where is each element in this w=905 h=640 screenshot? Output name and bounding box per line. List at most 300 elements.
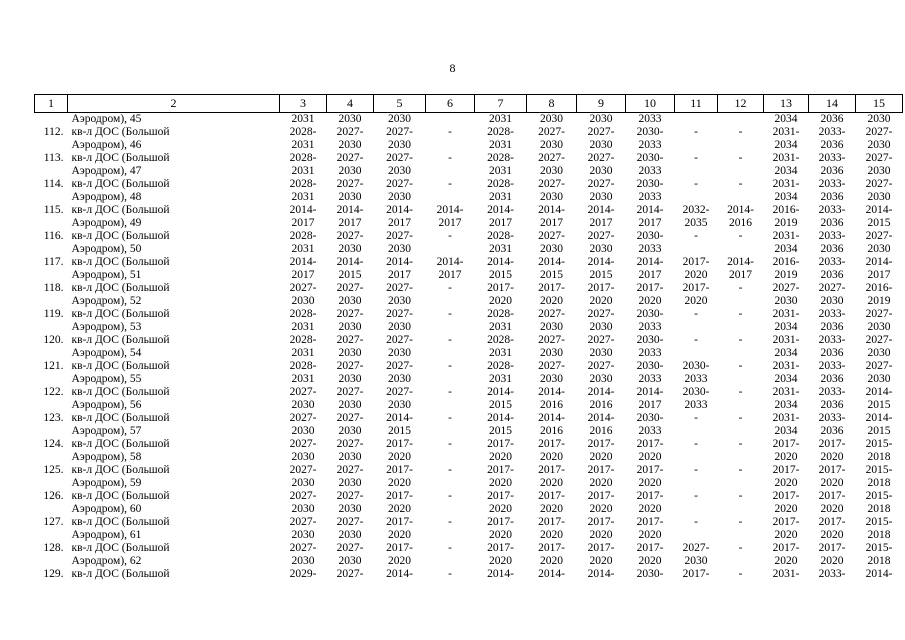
period-cell: 2030: [867, 243, 891, 255]
period-cell: [426, 477, 475, 490]
period-cell: 2014-: [865, 386, 893, 398]
table-row: [35, 555, 903, 568]
object-name: кв-л ДОС (Большой: [71, 256, 170, 268]
period-cell: 2030: [338, 347, 362, 359]
period-cell: 2030: [867, 113, 891, 125]
period-cell: 2017-: [538, 464, 565, 476]
period-cell: 2015: [867, 425, 891, 437]
period-cell: 2030-: [682, 360, 710, 372]
period-cell: 2017: [388, 269, 411, 281]
period-cell: 2015: [867, 399, 891, 411]
period-cell: 2027-: [682, 542, 710, 554]
table-row: [35, 568, 903, 581]
row-number: [35, 347, 68, 360]
header-cell-15: 15: [856, 95, 903, 113]
period-cell: 2014-: [636, 386, 664, 398]
dash-cell: -: [738, 282, 743, 294]
period-cell: 2020: [388, 503, 411, 515]
table-row: [35, 438, 903, 451]
object-name: Аэродром), 62: [71, 555, 142, 567]
period-cell: [718, 425, 764, 438]
period-cell: 2027-: [587, 126, 615, 138]
dash-cell: -: [738, 230, 743, 242]
row-number: 129.: [43, 568, 64, 580]
period-cell: 2014-: [336, 256, 364, 268]
period-cell: 2034: [774, 139, 798, 151]
period-cell: 2020: [489, 529, 512, 541]
period-cell: 2017-: [386, 438, 413, 450]
period-cell: 2017-: [538, 542, 565, 554]
period-cell: 2020: [589, 503, 613, 515]
period-cell: [675, 347, 718, 360]
dash-cell: -: [448, 282, 452, 294]
period-cell: 2035: [684, 217, 708, 229]
period-cell: 2019: [774, 269, 798, 281]
period-cell: 2033-: [818, 230, 846, 242]
period-cell: 2030: [338, 451, 362, 463]
period-cell: 2020: [489, 555, 512, 567]
period-cell: [718, 191, 764, 204]
period-cell: 2020: [638, 477, 662, 489]
period-cell: 2027-: [289, 438, 317, 450]
period-cell: 2030: [291, 425, 315, 437]
period-cell: [426, 191, 475, 204]
period-cell: 2030: [867, 191, 891, 203]
period-cell: 2028-: [289, 308, 317, 320]
row-number: [35, 139, 68, 152]
period-cell: 2016: [540, 425, 563, 437]
period-cell: 2014-: [865, 568, 893, 580]
period-cell: 2031-: [772, 152, 800, 164]
period-cell: 2027-: [289, 490, 317, 502]
table-row: [35, 490, 903, 503]
period-cell: [426, 165, 475, 178]
period-cell: [426, 243, 475, 256]
period-cell: 2027-: [336, 178, 364, 190]
period-cell: 2017-: [587, 464, 615, 476]
period-cell: 2020: [489, 295, 512, 307]
period-cell: 2016: [729, 217, 752, 229]
period-cell: 2033-: [818, 360, 846, 372]
object-name: кв-л ДОС (Большой: [71, 178, 170, 190]
period-cell: [426, 373, 475, 386]
period-cell: [675, 477, 718, 490]
period-cell: 2030-: [636, 412, 664, 424]
period-cell: 2034: [774, 191, 798, 203]
period-cell: 2027-: [386, 386, 413, 398]
dash-cell: -: [738, 360, 743, 372]
row-number: 126.: [43, 490, 64, 502]
header-cell-6: 6: [426, 95, 475, 113]
dash-cell: -: [694, 490, 698, 502]
period-cell: 2020: [388, 477, 411, 489]
row-number: 128.: [43, 542, 64, 554]
period-cell: 2017-: [772, 464, 800, 476]
period-cell: 2017: [388, 217, 411, 229]
period-cell: 2014-: [587, 204, 615, 216]
row-number: [35, 373, 68, 386]
period-cell: 2033-: [818, 126, 846, 138]
period-cell: 2027-: [538, 152, 565, 164]
row-number: [35, 321, 68, 334]
period-cell: 2017-: [487, 490, 514, 502]
period-cell: [426, 425, 475, 438]
period-cell: 2020: [540, 529, 563, 541]
period-cell: 2036: [820, 139, 844, 151]
period-cell: 2034: [774, 243, 798, 255]
period-cell: 2030: [338, 321, 362, 333]
period-cell: 2017-: [587, 516, 615, 528]
object-name: Аэродром), 50: [71, 243, 142, 255]
table-row: [35, 243, 903, 256]
period-cell: 2034: [774, 113, 798, 125]
table-row: [35, 529, 903, 542]
schedule-table: [34, 94, 903, 581]
row-number: 118.: [43, 282, 64, 294]
period-cell: 2014-: [487, 412, 514, 424]
row-number: 117.: [43, 256, 64, 268]
period-cell: [675, 165, 718, 178]
period-cell: 2015: [489, 399, 512, 411]
period-cell: 2014-: [289, 204, 317, 216]
period-cell: 2031: [489, 373, 512, 385]
header-cell-11: 11: [675, 95, 718, 113]
period-cell: 2030-: [682, 386, 710, 398]
period-cell: 2020: [489, 451, 512, 463]
period-cell: 2030: [774, 295, 798, 307]
period-cell: 2014-: [538, 256, 565, 268]
period-cell: 2014-: [487, 204, 514, 216]
row-number: 119.: [43, 308, 64, 320]
period-cell: 2027-: [336, 490, 364, 502]
period-cell: 2016: [589, 425, 613, 437]
period-cell: 2030-: [636, 308, 664, 320]
period-cell: 2033-: [818, 178, 846, 190]
table-row: [35, 464, 903, 477]
period-cell: 2017: [540, 217, 563, 229]
period-cell: 2020: [388, 555, 411, 567]
period-cell: 2017-: [772, 438, 800, 450]
object-name: Аэродром), 55: [71, 373, 142, 385]
period-cell: 2031: [489, 321, 512, 333]
dash-cell: -: [694, 230, 698, 242]
period-cell: 2030: [388, 347, 411, 359]
table-row: [35, 503, 903, 516]
dash-cell: -: [694, 308, 698, 320]
period-cell: [718, 477, 764, 490]
header-cell-13: 13: [764, 95, 809, 113]
table-row: [35, 191, 903, 204]
period-cell: [718, 321, 764, 334]
object-name: Аэродром), 48: [71, 191, 142, 203]
header-cell-3: 3: [280, 95, 327, 113]
period-cell: 2034: [774, 165, 798, 177]
period-cell: 2036: [820, 347, 844, 359]
period-cell: 2027-: [386, 230, 413, 242]
period-cell: 2014-: [587, 412, 615, 424]
period-cell: 2029-: [289, 568, 317, 580]
period-cell: 2020: [540, 555, 563, 567]
object-name: Аэродром), 49: [71, 217, 142, 229]
period-cell: 2027-: [289, 516, 317, 528]
table-row: [35, 165, 903, 178]
period-cell: 2017: [729, 269, 752, 281]
period-cell: [718, 529, 764, 542]
row-number: [35, 503, 68, 516]
row-number: [35, 529, 68, 542]
period-cell: [718, 399, 764, 412]
object-name: кв-л ДОС (Большой: [71, 126, 170, 138]
period-cell: 2027-: [336, 360, 364, 372]
object-name: Аэродром), 59: [71, 477, 142, 489]
period-cell: 2033-: [818, 568, 846, 580]
period-cell: 2015: [338, 269, 362, 281]
period-cell: 2014-: [727, 256, 754, 268]
period-cell: 2030: [291, 503, 315, 515]
period-cell: 2016-: [865, 282, 893, 294]
dash-cell: -: [448, 152, 452, 164]
period-cell: 2028-: [289, 152, 317, 164]
dash-cell: -: [448, 542, 452, 554]
object-name: кв-л ДОС (Большой: [71, 152, 170, 164]
period-cell: 2030: [867, 373, 891, 385]
period-cell: 2031: [291, 347, 315, 359]
dash-cell: -: [738, 542, 743, 554]
period-cell: 2030: [338, 191, 362, 203]
header-cell-7: 7: [475, 95, 527, 113]
row-number: 121.: [43, 360, 64, 372]
period-cell: 2028-: [487, 308, 514, 320]
period-cell: 2014-: [636, 256, 664, 268]
table-row: [35, 360, 903, 373]
header-cell-10: 10: [626, 95, 675, 113]
period-cell: 2018: [867, 451, 891, 463]
period-cell: 2027-: [772, 282, 800, 294]
row-number: 123.: [43, 412, 64, 424]
period-cell: 2016-: [772, 204, 800, 216]
period-cell: 2027-: [289, 386, 317, 398]
period-cell: 2027-: [386, 282, 413, 294]
header-cell-12: 12: [718, 95, 764, 113]
period-cell: 2027-: [538, 178, 565, 190]
period-cell: 2014-: [487, 568, 514, 580]
object-name: кв-л ДОС (Большой: [71, 230, 170, 242]
period-cell: [426, 503, 475, 516]
period-cell: 2028-: [487, 334, 514, 346]
period-cell: 2017-: [636, 282, 664, 294]
period-cell: 2027-: [865, 152, 893, 164]
period-cell: 2027-: [336, 542, 364, 554]
period-cell: 2020: [388, 451, 411, 463]
period-cell: 2027-: [587, 152, 615, 164]
period-cell: 2017-: [682, 256, 710, 268]
period-cell: 2017: [638, 269, 662, 281]
period-cell: 2017-: [386, 542, 413, 554]
period-cell: 2030: [338, 373, 362, 385]
period-cell: [426, 139, 475, 152]
period-cell: 2030: [388, 373, 411, 385]
period-cell: 2016: [540, 399, 563, 411]
period-cell: 2018: [867, 555, 891, 567]
dash-cell: -: [694, 412, 698, 424]
row-number: [35, 477, 68, 490]
period-cell: 2014-: [386, 256, 413, 268]
period-cell: 2017-: [386, 490, 413, 502]
dash-cell: -: [738, 126, 743, 138]
period-cell: 2030: [338, 165, 362, 177]
row-number: [35, 295, 68, 308]
object-name: кв-л ДОС (Большой: [71, 282, 170, 294]
period-cell: 2017-: [386, 464, 413, 476]
period-cell: 2014-: [386, 568, 413, 580]
object-name: кв-л ДОС (Большой: [71, 516, 170, 528]
period-cell: 2027-: [336, 568, 364, 580]
row-number: [35, 451, 68, 464]
page-number: 8: [449, 61, 456, 75]
row-number: [35, 399, 68, 412]
period-cell: 2015: [867, 217, 891, 229]
period-cell: 2036: [820, 243, 844, 255]
period-cell: 2014-: [436, 256, 464, 268]
period-cell: 2017-: [818, 542, 846, 554]
header-cell-2: 2: [68, 95, 280, 113]
period-cell: 2028-: [289, 178, 317, 190]
period-cell: 2033-: [818, 152, 846, 164]
row-number: 112.: [43, 126, 64, 138]
period-cell: 2030: [589, 373, 613, 385]
period-cell: 2014-: [587, 256, 615, 268]
object-name: Аэродром), 54: [71, 347, 142, 359]
dash-cell: -: [448, 516, 452, 528]
period-cell: 2031: [489, 113, 512, 125]
table-row: [35, 516, 903, 529]
period-cell: 2031-: [772, 126, 800, 138]
period-cell: 2018: [867, 503, 891, 515]
period-cell: 2014-: [865, 412, 893, 424]
dash-cell: -: [694, 464, 698, 476]
table-body: [35, 113, 903, 582]
table-row: [35, 113, 903, 127]
period-cell: 2015-: [865, 516, 893, 528]
period-cell: 2033: [638, 191, 662, 203]
period-cell: 2036: [820, 165, 844, 177]
period-cell: 2016: [589, 399, 613, 411]
period-cell: [718, 451, 764, 464]
period-cell: 2017-: [587, 542, 615, 554]
period-cell: 2014-: [538, 412, 565, 424]
period-cell: 2027-: [587, 308, 615, 320]
row-number: [35, 555, 68, 568]
period-cell: [675, 451, 718, 464]
period-cell: 2027-: [865, 178, 893, 190]
header-cell-8: 8: [527, 95, 577, 113]
period-cell: 2031: [291, 373, 315, 385]
period-cell: 2028-: [289, 126, 317, 138]
period-cell: 2017: [638, 217, 662, 229]
dash-cell: -: [694, 152, 698, 164]
dash-cell: -: [448, 308, 452, 320]
period-cell: 2027-: [289, 542, 317, 554]
period-cell: 2017: [291, 217, 315, 229]
period-cell: [675, 191, 718, 204]
period-cell: 2028-: [487, 230, 514, 242]
table-row: [35, 217, 903, 230]
period-cell: 2036: [820, 217, 844, 229]
period-cell: 2017-: [538, 438, 565, 450]
period-cell: 2027-: [587, 334, 615, 346]
period-cell: 2020: [638, 555, 662, 567]
period-cell: 2014-: [487, 256, 514, 268]
period-cell: 2027-: [865, 126, 893, 138]
period-cell: 2030: [338, 503, 362, 515]
period-cell: 2030: [388, 399, 411, 411]
period-cell: 2027-: [336, 230, 364, 242]
period-cell: [675, 321, 718, 334]
dash-cell: -: [694, 516, 698, 528]
period-cell: 2030: [338, 139, 362, 151]
period-cell: 2014-: [587, 568, 615, 580]
period-cell: 2015-: [865, 464, 893, 476]
period-cell: 2030-: [636, 126, 664, 138]
period-cell: 2017-: [587, 438, 615, 450]
period-cell: 2031-: [772, 412, 800, 424]
period-cell: 2036: [820, 321, 844, 333]
table-row: [35, 256, 903, 269]
period-cell: 2020: [638, 503, 662, 515]
period-cell: 2030: [338, 113, 362, 125]
period-cell: 2017-: [487, 464, 514, 476]
table-row: [35, 230, 903, 243]
period-cell: 2027-: [386, 334, 413, 346]
period-cell: 2019: [867, 295, 891, 307]
period-cell: 2017-: [487, 542, 514, 554]
period-cell: 2034: [774, 321, 798, 333]
table-row: [35, 334, 903, 347]
period-cell: 2028-: [289, 334, 317, 346]
period-cell: 2020: [388, 529, 411, 541]
period-cell: 2017-: [772, 542, 800, 554]
object-name: Аэродром), 58: [71, 451, 142, 463]
period-cell: 2014-: [865, 256, 893, 268]
period-cell: 2031: [489, 139, 512, 151]
period-cell: 2036: [820, 399, 844, 411]
period-cell: 2020: [774, 503, 798, 515]
period-cell: 2033: [684, 373, 708, 385]
period-cell: 2028-: [289, 360, 317, 372]
period-cell: 2020: [589, 529, 613, 541]
period-cell: 2033: [638, 165, 662, 177]
period-cell: 2017-: [772, 490, 800, 502]
row-number: 114.: [43, 178, 64, 190]
period-cell: 2036: [820, 191, 844, 203]
period-cell: [426, 555, 475, 568]
period-cell: 2017: [438, 269, 462, 281]
period-cell: 2027-: [336, 386, 364, 398]
dash-cell: -: [448, 464, 452, 476]
period-cell: 2017-: [386, 516, 413, 528]
dash-cell: -: [448, 360, 452, 372]
period-cell: 2017-: [818, 516, 846, 528]
period-cell: [675, 529, 718, 542]
period-cell: 2028-: [487, 126, 514, 138]
period-cell: [675, 139, 718, 152]
dash-cell: -: [738, 386, 743, 398]
period-cell: 2017-: [636, 464, 664, 476]
period-cell: 2030: [589, 165, 613, 177]
period-cell: 2030: [589, 139, 613, 151]
period-cell: 2033-: [818, 412, 846, 424]
object-name: кв-л ДОС (Большой: [71, 386, 170, 398]
